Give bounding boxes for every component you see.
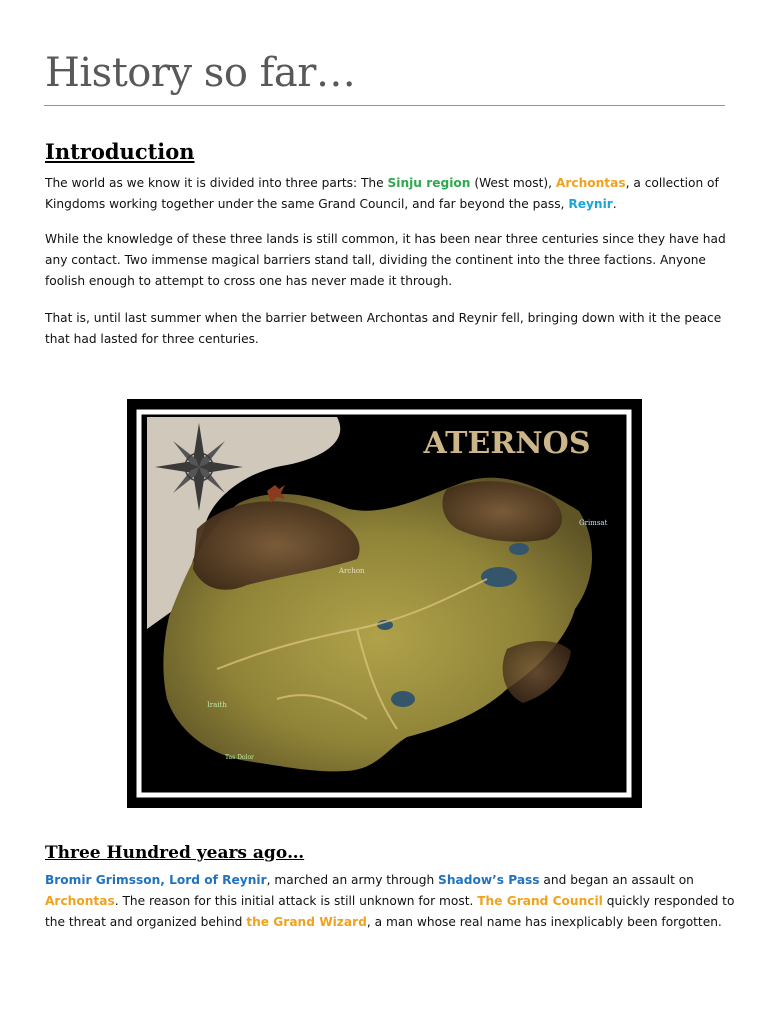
text: (West most), xyxy=(470,176,556,190)
map-title: ATERNOS xyxy=(423,426,591,461)
map-lake xyxy=(509,543,529,555)
grand-council-term: The Grand Council xyxy=(477,894,603,908)
text: , a collection of Kingdoms working together under the same Grand Council, and far beyond the pass, xyxy=(45,176,719,211)
sinju-region-term: Sinju region xyxy=(387,176,471,190)
map-lake xyxy=(391,691,415,707)
text: , marched an army through xyxy=(266,873,439,887)
shadows-pass-term: Shadow’s Pass xyxy=(438,873,540,887)
intro-paragraph-2: While the knowledge of these three lands is still common, it has been near three centuries since they have had any contact. Two immense magical barriers stand tall, dividing the continent into the three factions. Anyone foolish enough to attempt to cross one has never made it through. xyxy=(45,232,726,288)
intro-paragraph-1 xyxy=(45,173,735,215)
archontas-term: Archontas xyxy=(45,894,115,908)
text: and began an assault on xyxy=(539,873,694,887)
map-illustration xyxy=(127,399,642,808)
map-label-grimsat: Grimsat xyxy=(579,519,608,527)
map-label-iraith: Iraith xyxy=(207,701,227,709)
map-lake xyxy=(481,567,517,587)
text: . xyxy=(612,197,617,211)
map-label-archon: Archon xyxy=(339,567,365,575)
text: . The reason for this initial attack is still unknown for most. xyxy=(114,894,478,908)
title-underline xyxy=(44,105,725,106)
three-hundred-years-heading: Three Hundred years ago… xyxy=(45,843,305,863)
intro-paragraph-3: That is, until last summer when the barrier between Archontas and Reynir fell, bringing down with it the peace that had lasted for three centuries. xyxy=(45,311,722,346)
text: quickly responded to the threat and organized behind xyxy=(45,894,735,929)
reynir-term: Reynir xyxy=(568,197,613,211)
three-hundred-years-paragraph xyxy=(45,870,735,933)
text: The world as we know it is divided into three parts: The xyxy=(45,176,388,190)
archontas-term: Archontas xyxy=(555,176,626,190)
map-label-tas-dolor: Tas Dolor xyxy=(225,754,254,761)
grand-wizard-term: the Grand Wizard xyxy=(246,915,367,929)
page-title: History so far… xyxy=(45,50,356,96)
bromir-term: Bromir Grimsson, Lord of Reynir xyxy=(45,873,267,887)
text: , a man whose real name has inexplicably been forgotten. xyxy=(366,915,722,929)
aternos-map-image xyxy=(127,399,642,808)
introduction-heading: Introduction xyxy=(45,139,195,164)
